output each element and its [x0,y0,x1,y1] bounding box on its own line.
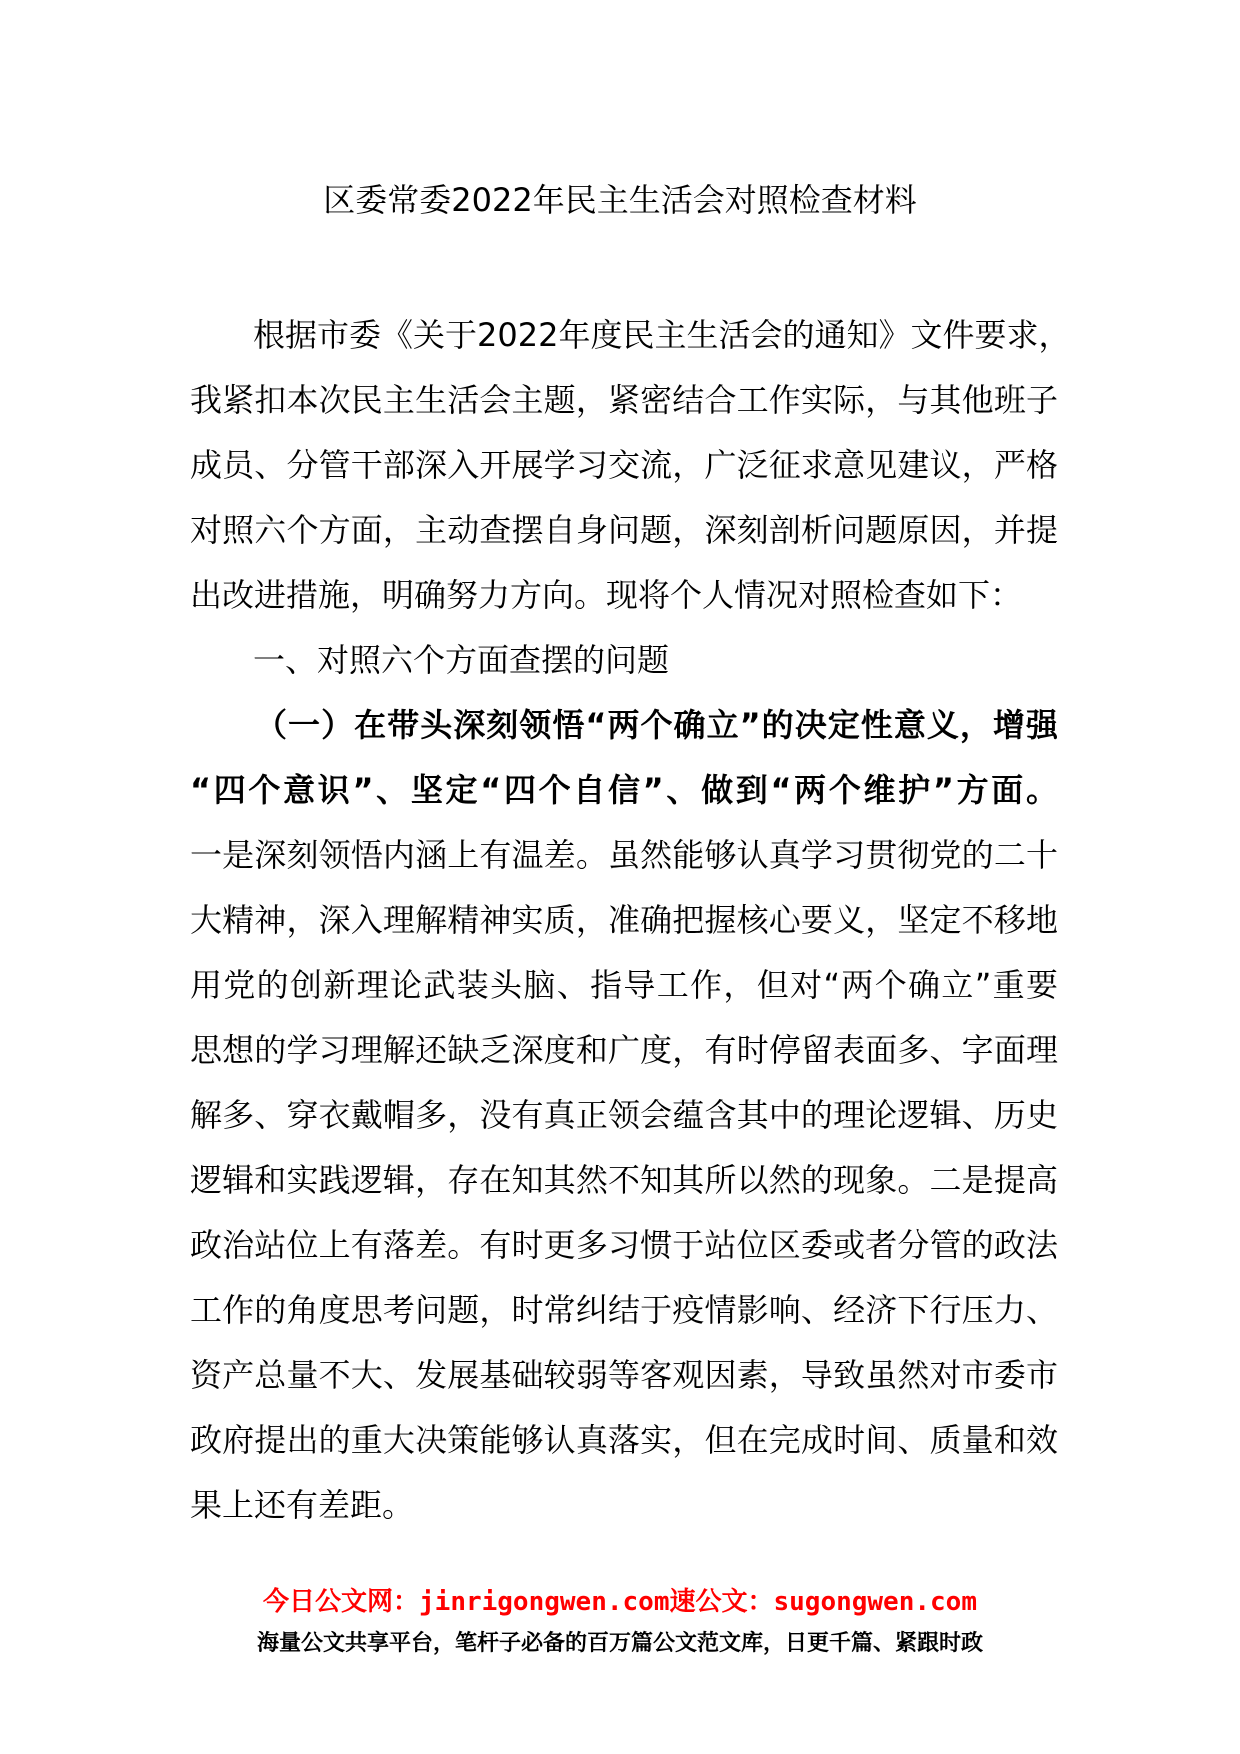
paragraph-line: 对照六个方面，主动查摆自身问题，深刻剖析问题原因，并提 [190,511,1058,549]
subheading-line: （一）在带头深刻领悟“两个确立”的决定性意义，增强 [255,706,1058,744]
paragraph-line: 政府提出的重大决策能够认真落实，但在完成时间、质量和效 [190,1421,1058,1459]
footer-site1-link[interactable]: jinrigongwen.com [419,1587,670,1617]
footer-site2-link[interactable]: sugongwen.com [773,1587,977,1617]
paragraph-line: 出改进措施，明确努力方向。现将个人情况对照检查如下： [190,576,1023,614]
paragraph-line: 一是深刻领悟内涵上有温差。虽然能够认真学习贯彻党的二十 [190,836,1058,874]
paragraph-line: 成员、分管干部深入开展学习交流，广泛征求意见建议，严格 [190,446,1058,484]
footer-site1-label: 今日公文网： [263,1587,420,1617]
paragraph-line: 我紧扣本次民主生活会主题，紧密结合工作实际，与其他班子 [190,381,1058,419]
footer-site2-label: 速公文： [669,1587,774,1617]
paragraph-line: 工作的角度思考问题，时常纠结于疫情影响、经济下行压力、 [190,1291,1058,1329]
paragraph-line: 用党的创新理论武装头脑、指导工作，但对“两个确立”重要 [190,966,1058,1004]
subheading-line: “四个意识”、坚定“四个自信”、做到“两个维护”方面。 [190,771,1058,809]
section-heading: 一、对照六个方面查摆的问题 [253,641,670,679]
paragraph-line: 根据市委《关于2022年度民主生活会的通知》文件要求， [253,316,1071,354]
paragraph-line: 果上还有差距。 [190,1486,415,1524]
document-body [190,303,1071,1538]
paragraph-line: 政治站位上有落差。有时更多习惯于站位区委或者分管的政法 [190,1226,1058,1264]
footer-slogan: 海量公文共享平台，笔杆子必备的百万篇公文范文库，日更千篇、紧跟时政 [256,1631,983,1656]
page-title: 区委常委2022年民主生活会对照检查材料 [323,181,917,219]
paragraph-line: 思想的学习理解还缺乏深度和广度，有时停留表面多、字面理 [190,1031,1058,1069]
footer-websites [0,1584,1240,1620]
paragraph-line: 逻辑和实践逻辑，存在知其然不知其所以然的现象。二是提高 [190,1161,1058,1199]
paragraph-line: 解多、穿衣戴帽多，没有真正领会蕴含其中的理论逻辑、历史 [190,1096,1058,1134]
paragraph-line: 资产总量不大、发展基础较弱等客观因素，导致虽然对市委市 [190,1356,1058,1394]
paragraph-line: 大精神，深入理解精神实质，准确把握核心要义，坚定不移地 [190,901,1058,939]
